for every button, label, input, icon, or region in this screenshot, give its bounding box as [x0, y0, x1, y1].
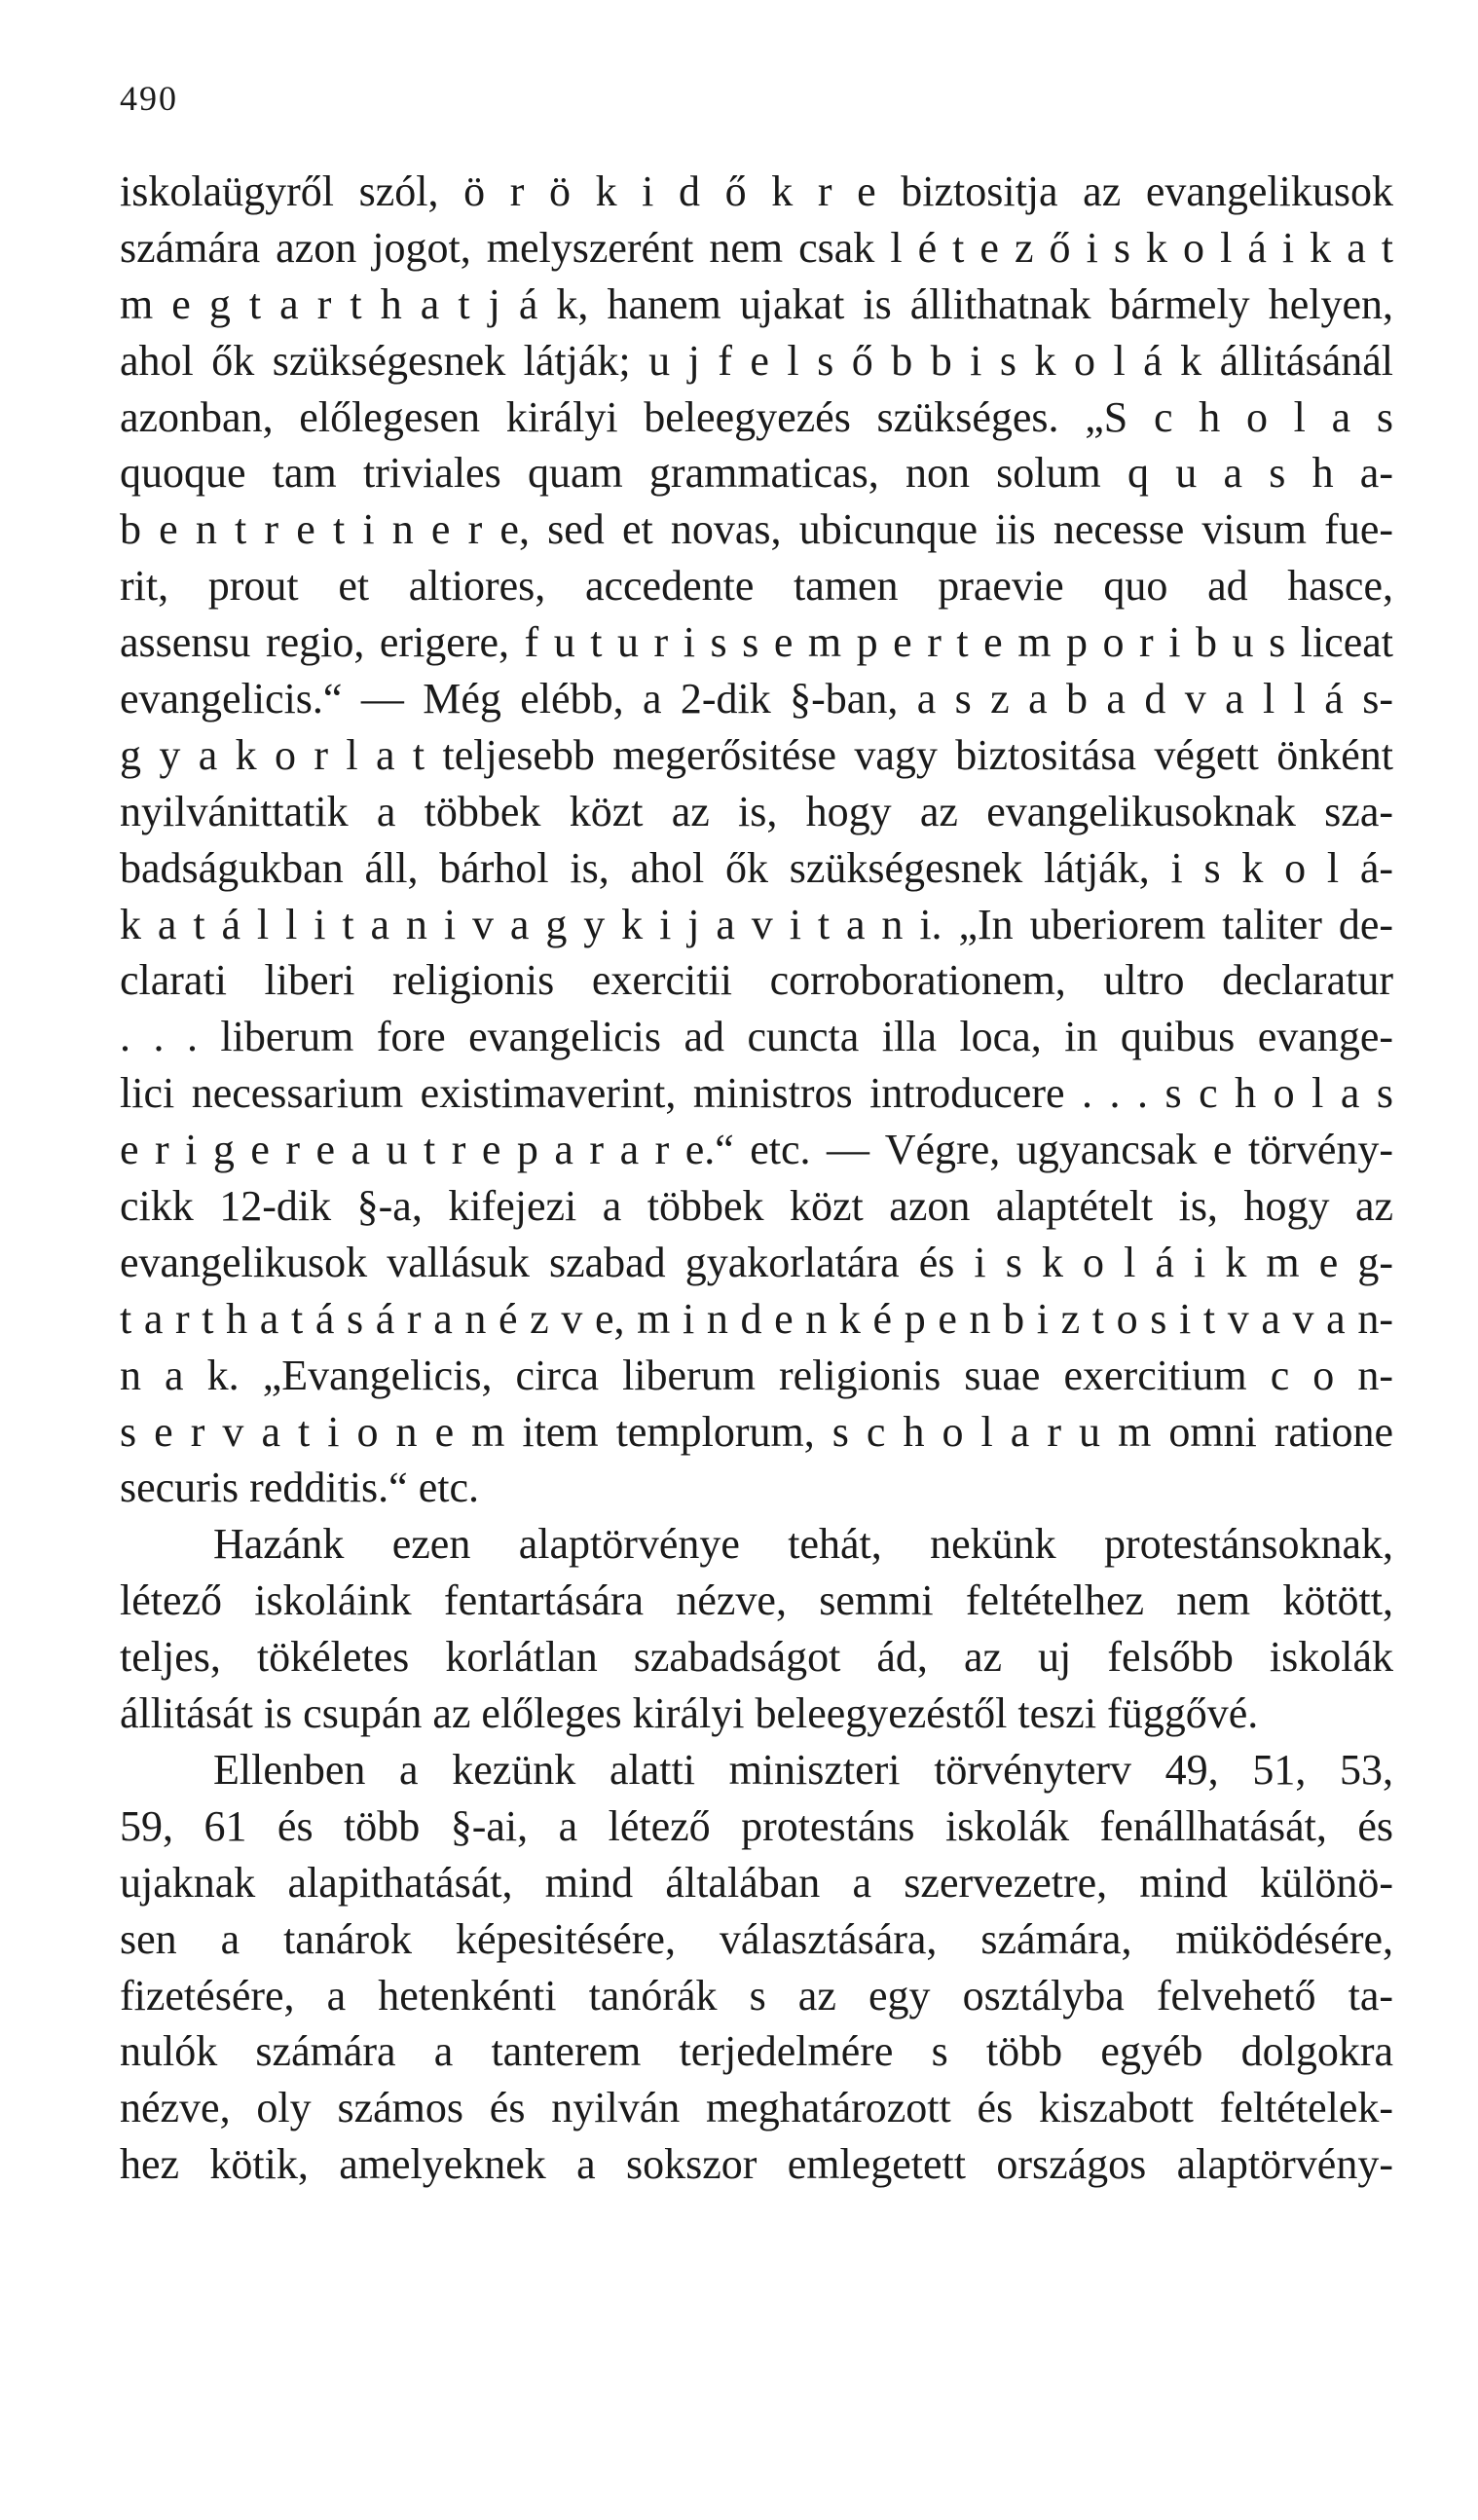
- text-line: securis redditis.“ etc.: [120, 1464, 479, 1512]
- text-line: lici necessarium existimaverint, ministros introducere . . . s c h o l a s: [120, 1069, 1393, 1118]
- text-line: rit, prout et altiores, accedente tamen praevie quo ad hasce,: [120, 562, 1393, 611]
- text-line: 59, 61 és több §-ai, a létező protestáns iskolák fenállhatását, és: [120, 1801, 1393, 1850]
- text-line: n a k. „Evangelicis, circa liberum religionis suae exercitium c o n-: [120, 1351, 1393, 1399]
- text-line: m e g t a r t h a t j á k, hanem ujakat is állithatnak bármely helyen,: [120, 279, 1393, 328]
- text-line: s e r v a t i o n e m item templorum, s c h o l a r u m omni ratione: [120, 1407, 1393, 1456]
- body-text: [120, 164, 1393, 2193]
- text-line: létező iskoláink fentartására nézve, semmi feltételhez nem kötött,: [120, 1576, 1393, 1625]
- page-number: 490: [120, 79, 178, 118]
- text-line: iskolaügyről szól, ö r ö k i d ő k r e biztositja az evangelikusok: [120, 167, 1393, 215]
- text-line: g y a k o r l a t teljesebb megerősitése vagy biztositása végett önként: [120, 730, 1393, 779]
- text-line: fizetésére, a hetenkénti tanórák s az egy osztályba felvehető ta-: [120, 1971, 1393, 2020]
- text-line: hez kötik, amelyeknek a sokszor emlegetett országos alaptörvény-: [120, 2140, 1393, 2189]
- text-line: quoque tam triviales quam grammaticas, non solum q u a s h a-: [120, 449, 1393, 498]
- text-line: . . . liberum fore evangelicis ad cuncta illa loca, in quibus evange-: [120, 1013, 1393, 1061]
- text-line: teljes, tökéletes korlátlan szabadságot ád, az uj felsőbb iskolák: [120, 1633, 1393, 1682]
- text-line: clarati liberi religionis exercitii corroborationem, ultro declaratur: [120, 956, 1393, 1005]
- text-line: evangelicis.“ — Még elébb, a 2-dik §-ban, a s z a b a d v a l l á s-: [120, 675, 1393, 723]
- text-line: nulók számára a tanterem terjedelmére s több egyéb dolgokra: [120, 2027, 1393, 2076]
- text-line: Ellenben a kezünk alatti miniszteri törvényterv 49, 51, 53,: [213, 1745, 1393, 1794]
- text-line: sen a tanárok képesitésére, választására, számára, müködésére,: [120, 1914, 1393, 1963]
- paragraph-1: [120, 164, 1393, 1516]
- text-line: evangelikusok vallásuk szabad gyakorlatára és i s k o l á i k m e g-: [120, 1238, 1393, 1286]
- text-line: k a t á l l i t a n i v a g y k i j a v i t a n i. „In uberiorem taliter de-: [120, 900, 1393, 948]
- text-line: t a r t h a t á s á r a n é z v e, m i n d e n k é p e n b i z t o s i t v a v a n-: [120, 1294, 1393, 1343]
- paragraph-2: [120, 1516, 1393, 1742]
- text-line: b e n t r e t i n e r e, sed et novas, ubicunque iis necesse visum fue-: [120, 505, 1393, 554]
- text-line: nézve, oly számos és nyilván meghatározott és kiszabott feltételek-: [120, 2084, 1393, 2132]
- text-line: ujaknak alapithatását, mind általában a szervezetre, mind különö-: [120, 1858, 1393, 1907]
- text-line: ahol ők szükségesnek látják; u j f e l s ő b b i s k o l á k állitásánál: [120, 336, 1393, 385]
- text-line: számára azon jogot, melyszerént nem csak l é t e z ő i s k o l á i k a t: [120, 223, 1393, 272]
- text-line: Hazánk ezen alaptörvénye tehát, nekünk protestánsoknak,: [213, 1520, 1393, 1569]
- text-line: állitását is csupán az előleges királyi beleegyezéstől teszi függővé.: [120, 1689, 1259, 1738]
- text-line: assensu regio, erigere, f u t u r i s s e m p e r t e m p o r i b u s liceat: [120, 618, 1393, 667]
- paragraph-3: [120, 1742, 1393, 2193]
- text-line: nyilvánittatik a többek közt az is, hogy az evangelikusoknak sza-: [120, 787, 1393, 835]
- text-line: badságukban áll, bárhol is, ahol ők szükségesnek látják, i s k o l á-: [120, 843, 1393, 892]
- text-line: azonban, előlegesen királyi beleegyezés szükséges. „S c h o l a s: [120, 392, 1393, 441]
- text-line: e r i g e r e a u t r e p a r a r e.“ etc. — Végre, ugyancsak e törvény-: [120, 1126, 1393, 1174]
- text-line: cikk 12-dik §-a, kifejezi a többek közt azon alaptételt is, hogy az: [120, 1182, 1393, 1231]
